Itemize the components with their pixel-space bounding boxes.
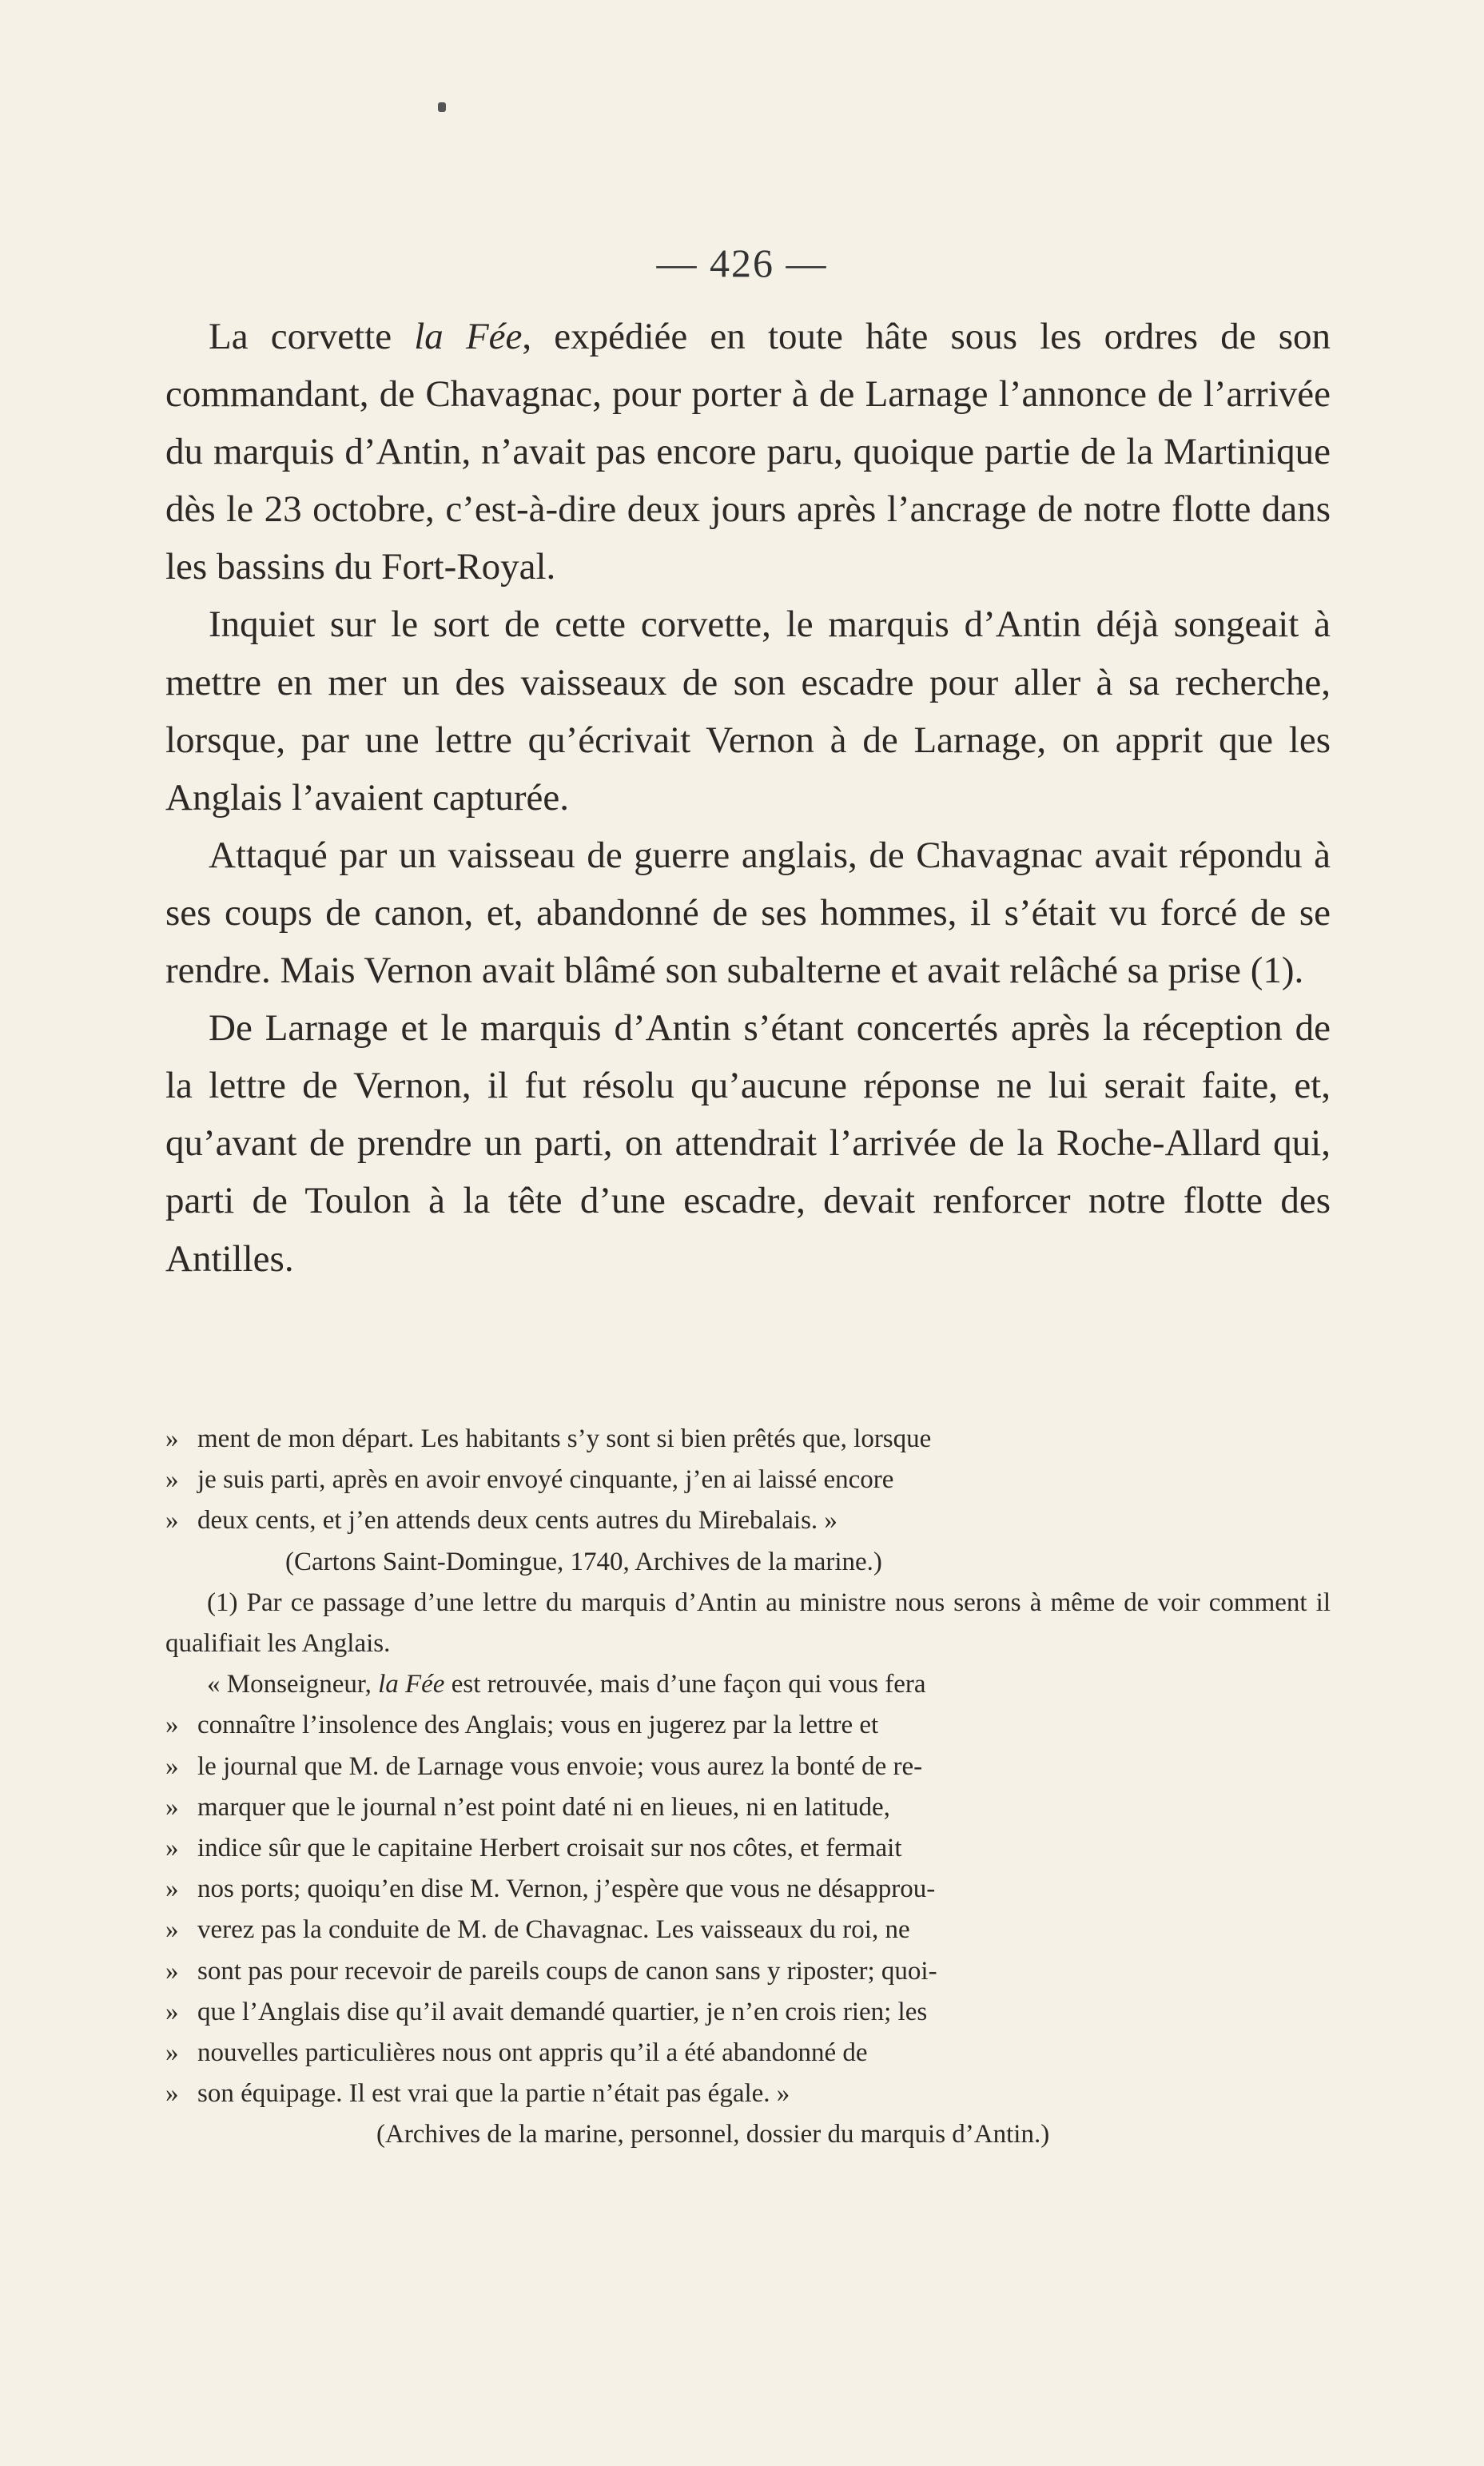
quote-line: » indice sûr que le capitaine Herbert croisait sur nos côtes, et fermait (165, 1828, 1331, 1869)
page-number: — 426 — (656, 241, 828, 285)
quote-line: » connaître l’insolence des Anglais; vous en jugerez par la lettre et (165, 1705, 1331, 1746)
main-text (165, 308, 1331, 1288)
quote-line: » son équipage. Il est vrai que la partie n’était pas égale. » (165, 2074, 1331, 2114)
note-continuation-line: » ment de mon départ. Les habitants s’y sont si bien prêtés que, lorsque (165, 1419, 1331, 1460)
quote-opening-start: « Monseigneur, (207, 1670, 379, 1699)
quote-line: » verez pas la conduite de M. de Chavagnac. Les vaisseaux du roi, ne (165, 1910, 1331, 1950)
footnotes (165, 1419, 1331, 2156)
footnote-1: (1) Par ce passage d’une lettre du marquis d’Antin au ministre nous serons à même de voir comment il qualifiait les Anglais. (165, 1588, 1331, 1659)
quote-opening-line (165, 1664, 1331, 1705)
quote-line: » marquer que le journal n’est point daté ni en lieues, ni en latitude, (165, 1787, 1331, 1828)
quote-line: » nouvelles particulières nous ont appris qu’il a été abandonné de (165, 2033, 1331, 2074)
citation-saint-domingue: (Cartons Saint-Domingue, 1740, Archives de la marine.) (285, 1547, 882, 1576)
ship-name: la Fée (414, 316, 523, 357)
quote-line: » nos ports; quoiqu’en dise M. Vernon, j’espère que vous ne désapprou- (165, 1869, 1331, 1910)
quote-line: » que l’Anglais dise qu’il avait demandé quartier, je n’en crois rien; les (165, 1992, 1331, 2033)
paragraph-2: Inquiet sur le sort de cette corvette, le marquis d’Antin déjà songeait à mettre en mer un des vaisseaux de son escadre pour aller à sa recherche, lorsque, par une lettre qu’écrivait Vernon à de Larnage, on apprit que les Anglais l’avaient capturée. (165, 604, 1331, 819)
paragraph-1 (165, 308, 1331, 596)
quote-ship-name: la Fée (378, 1670, 445, 1699)
quote-line: » le journal que M. de Larnage vous envoie; vous aurez la bonté de re- (165, 1747, 1331, 1787)
citation-archives: (Archives de la marine, personnel, dossier du marquis d’Antin.) (376, 2120, 1050, 2149)
quote-line: » sont pas pour recevoir de pareils coups de canon sans y riposter; quoi- (165, 1951, 1331, 1992)
paragraph-1-rest: , expédiée en toute hâte sous les ordres de son commandant, de Chavagnac, pour porter à de Larnage l’annonce de l’arrivée du marquis d’Antin, n’avait pas encore paru, quoique partie de la Martinique dès le 23 octobre, c’est-à-dire deux jours après l’ancrage de notre flotte dans les bassins du Fort-Royal. (165, 316, 1331, 588)
paragraph-3: Attaqué par un vaisseau de guerre anglais, de Chavagnac avait répondu à ses coups de canon, et, abandonné de ses hommes, il s’était vu forcé de se rendre. Mais Vernon avait blâmé son subalterne et avait relâché sa prise (1). (165, 834, 1331, 992)
quote-opening-rest: est retrouvée, mais d’une façon qui vous fera (444, 1670, 926, 1699)
note-continuation-line: » deux cents, et j’en attends deux cents autres du Mirebalais. » (165, 1500, 1331, 1541)
paragraph-4: De Larnage et le marquis d’Antin s’étant concertés après la réception de la lettre de Vernon, il fut résolu qu’aucune réponse ne lui serait faite, et, qu’avant de prendre un parti, on attendrait l’arrivée de la Roche-Allard qui, parti de Toulon à la tête d’une escadre, devait renforcer notre flotte des Antilles. (165, 1007, 1331, 1280)
paragraph-1-start: La corvette (209, 316, 415, 357)
ink-speck (438, 102, 446, 112)
note-continuation-line: » je suis parti, après en avoir envoyé cinquante, j’en ai laissé encore (165, 1460, 1331, 1500)
